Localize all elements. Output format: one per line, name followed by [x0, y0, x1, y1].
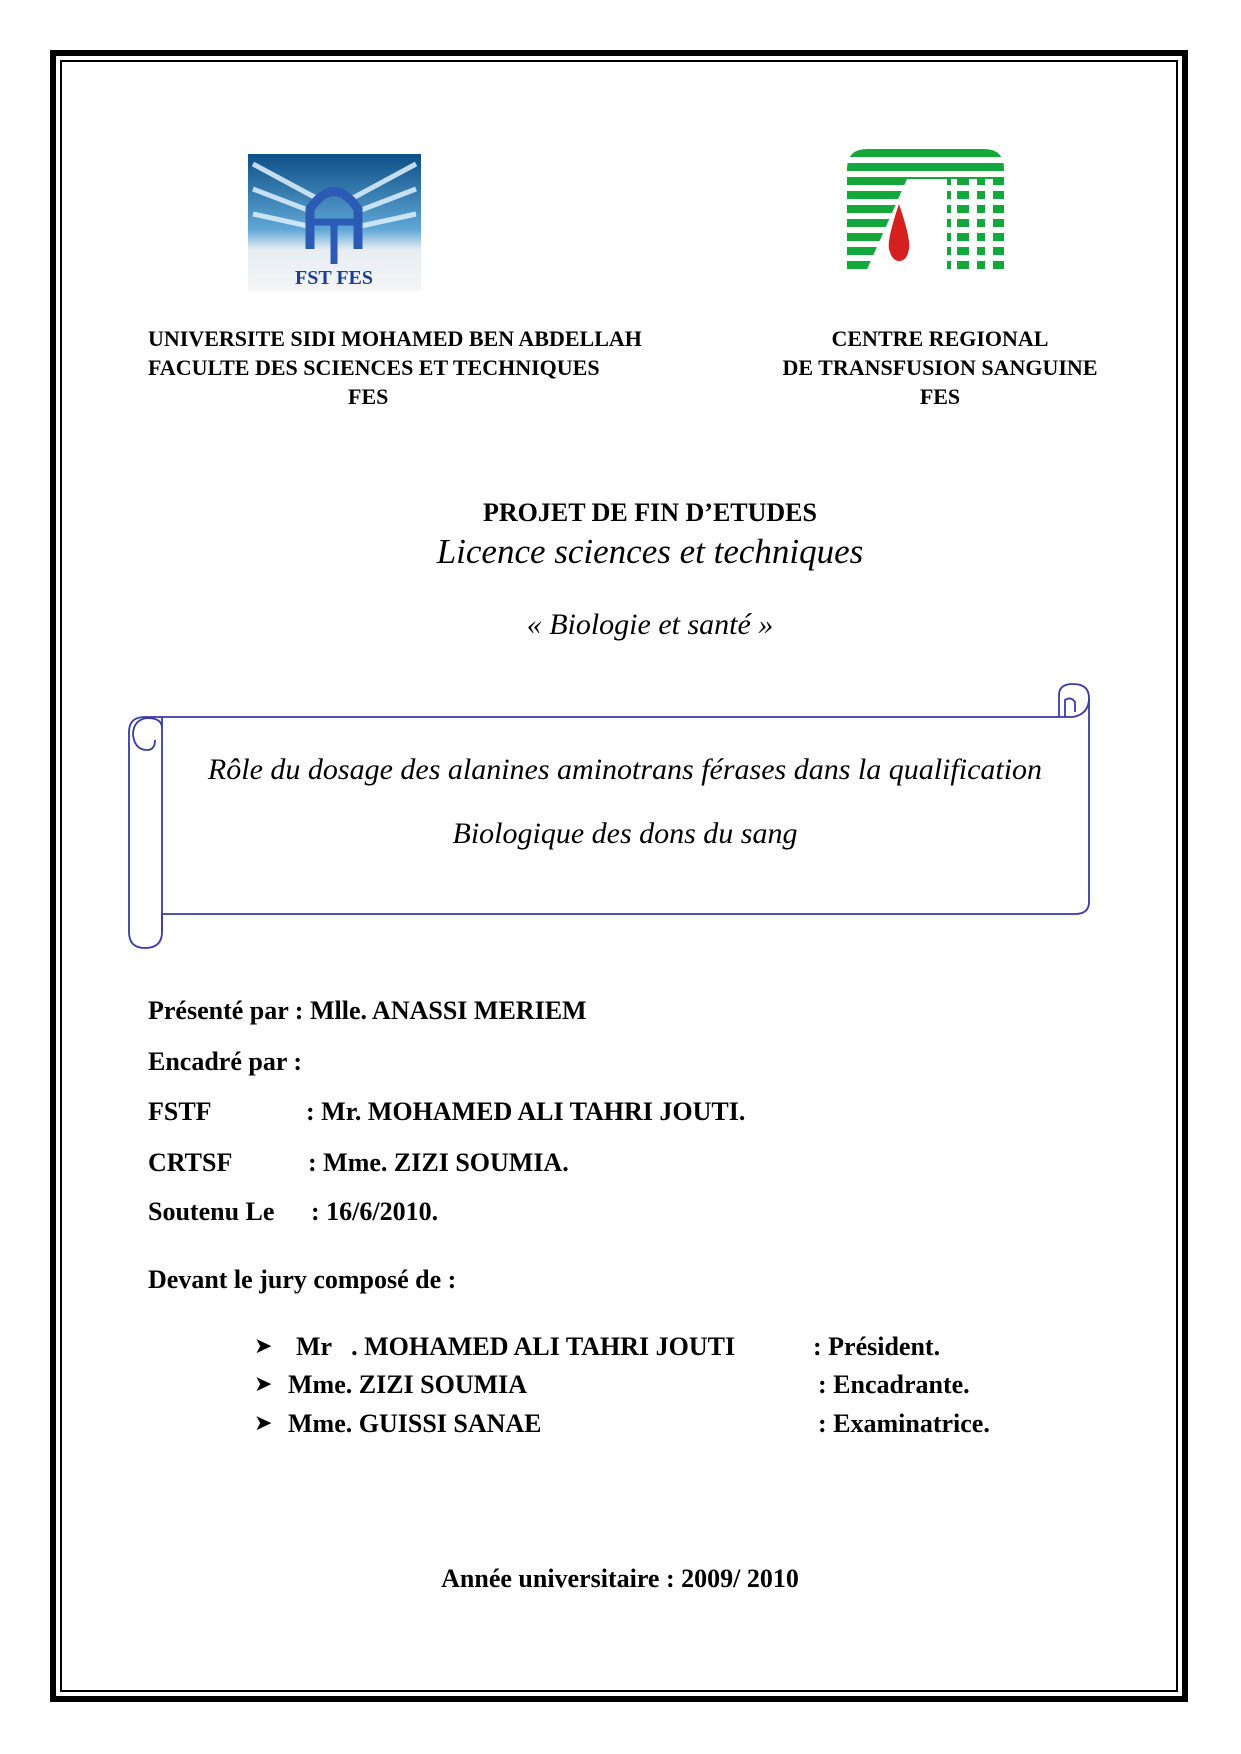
- svg-text:FST FES: FST FES: [295, 267, 373, 289]
- presented-by: Présenté par : Mlle. ANASSI MERIEM: [148, 996, 587, 1025]
- thesis-title-line-1: Rôle du dosage des alanines aminotrans férases dans la qualification: [207, 753, 1043, 786]
- jury-member-role: : Encadrante.: [818, 1370, 970, 1399]
- crts-logo: [847, 149, 1004, 274]
- arrow-bullet-icon: ➤: [254, 1371, 273, 1396]
- transfusion-center-block: [720, 324, 1160, 411]
- project-type: PROJET DE FIN D’ETUDES: [483, 498, 817, 527]
- jury-heading: Devant le jury composé de :: [148, 1265, 457, 1294]
- university-city: FES: [348, 384, 389, 409]
- thesis-title-line-2: Biologique des dons du sang: [452, 817, 798, 850]
- degree-title: Licence sciences et techniques: [436, 532, 864, 571]
- center-name-1: CENTRE REGIONAL: [831, 326, 1049, 351]
- jury-member-name: Mme. ZIZI SOUMIA: [288, 1370, 528, 1399]
- fstf-label: FSTF: [148, 1097, 212, 1126]
- jury-member-role: : Président.: [813, 1332, 941, 1361]
- defended-label: Soutenu Le: [148, 1197, 275, 1226]
- faculty-name: FACULTE DES SCIENCES ET TECHNIQUES: [148, 355, 600, 380]
- academic-year: Année universitaire : 2009/ 2010: [441, 1564, 799, 1593]
- specialty: « Biologie et santé »: [526, 608, 774, 641]
- center-city: FES: [919, 384, 961, 409]
- defended-date: : 16/6/2010.: [311, 1197, 439, 1226]
- crtsf-supervisor: : Mme. ZIZI SOUMIA.: [308, 1148, 569, 1177]
- jury-member-role: : Examinatrice.: [818, 1409, 990, 1438]
- fst-fes-logo: [248, 154, 421, 291]
- arrow-bullet-icon: ➤: [254, 1333, 273, 1358]
- supervised-by-heading: Encadré par :: [148, 1047, 303, 1076]
- jury-member-name: Mr . MOHAMED ALI TAHRI JOUTI: [296, 1332, 736, 1361]
- arrow-bullet-icon: ➤: [254, 1410, 273, 1435]
- jury-member-name: Mme. GUISSI SANAE: [288, 1409, 542, 1438]
- university-name: UNIVERSITE SIDI MOHAMED BEN ABDELLAH: [148, 326, 642, 351]
- university-block: [148, 324, 708, 411]
- center-name-2: DE TRANSFUSION SANGUINE: [782, 355, 1098, 380]
- fstf-supervisor: : Mr. MOHAMED ALI TAHRI JOUTI.: [306, 1097, 746, 1126]
- crtsf-label: CRTSF: [148, 1148, 233, 1177]
